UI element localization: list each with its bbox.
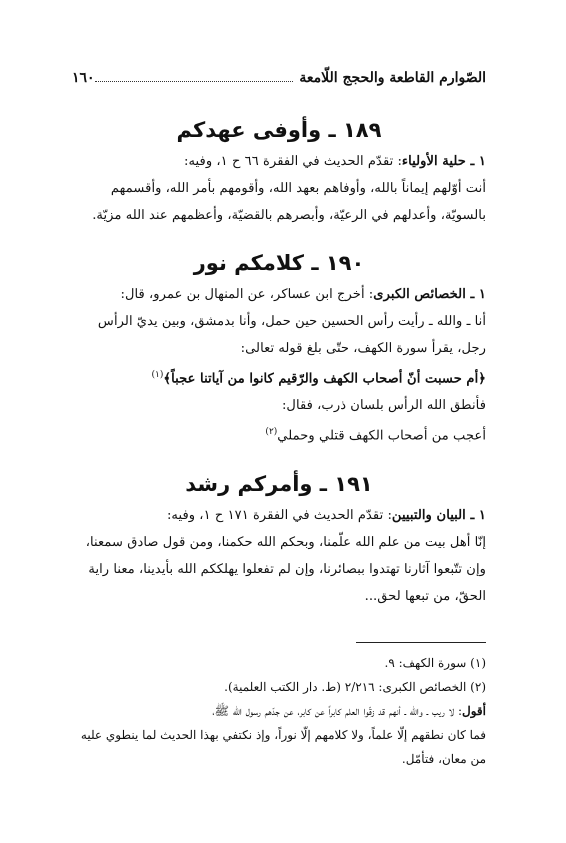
after-text: أعجب من أصحاب الكهف قتلي وحملي bbox=[277, 428, 486, 444]
section-191-source bbox=[72, 502, 486, 529]
source-text: : تقدّم الحديث في الفقرة ١٧١ ح ١، وفيه: bbox=[166, 507, 392, 523]
source-text: : أخرج ابن عساكر، عن المنهال بن عمرو، قال: bbox=[120, 287, 374, 302]
section-190-source bbox=[72, 281, 486, 308]
section-190-after-2 bbox=[72, 419, 486, 449]
footnote-1: (١) سورة الكهف: ٩. bbox=[384, 655, 486, 670]
section-190-line-2: رجل، يقرأ سورة الكهف، حتّى بلغ قوله تعالى: bbox=[240, 341, 486, 356]
comment-text: : لا ريب ـ والله ـ أنهم قد زقّوا العلم كابراً عن كابر، عن جدّهم رسول الله ﷺ، bbox=[212, 703, 462, 718]
source-label: ١ ـ حلية الأولياء bbox=[401, 154, 486, 169]
section-191-line-2: وإن تتّبعوا آثارنا تهتدوا ببصائرنا، وإن لم تفعلوا يهلككم الله بأيدينا، معنا راية bbox=[88, 561, 486, 577]
section-191-line-3: الحقّ، من تبعها لحق... bbox=[364, 588, 486, 604]
footnote-2: (٢) الخصائص الكبرى: ٢/٢١٦ (ط. دار الكتب العلمية). bbox=[224, 679, 486, 694]
header-dots bbox=[95, 80, 294, 82]
book-page bbox=[72, 70, 486, 771]
quran-text: ﴿أم حسبت أنّ أصحاب الكهف والرّقيم كانوا من آياتنا عجباً﴾ bbox=[163, 371, 486, 387]
footnote-ref-2[interactable]: (٢) bbox=[265, 427, 278, 438]
section-190-line-1: أنا ـ والله ـ رأيت رأس الحسين حين حمل، وأنا بدمشق، وبين يديّ الرأس bbox=[97, 314, 486, 329]
footnote-comment-3: من معان، فتأمّل. bbox=[401, 751, 486, 766]
footnote-comment-1 bbox=[72, 699, 486, 723]
comment-label: أقول bbox=[462, 703, 486, 718]
quran-verse bbox=[72, 362, 486, 392]
page-number: ١٦٠ bbox=[72, 70, 95, 86]
footnote-comment-2: فما كان نطقهم إلّا علماً، ولا كلامهم إلّا نوراً، وإذ نكتفي بهذا الحديث لما ينطوي عليه bbox=[80, 727, 486, 742]
footnote-ref-1[interactable]: (١) bbox=[151, 370, 164, 380]
source-text: : تقدّم الحديث في الفقرة ٦٦ ح ١، وفيه: bbox=[184, 154, 402, 169]
source-label: ١ ـ البيان والتبيين bbox=[391, 507, 486, 523]
source-label: ١ ـ الخصائص الكبرى bbox=[373, 287, 486, 302]
running-header bbox=[72, 70, 486, 96]
section-190-after-1: فأنطق الله الرأس بلسان ذرب، فقال: bbox=[281, 398, 486, 414]
section-title-189: ١٨٩ ـ وأوفى عهدكم bbox=[176, 118, 382, 142]
section-191-line-1: إنّا أهل بيت من علم الله علّمنا، وبحكم الله حكمنا، ومن قول صادق سمعنا، bbox=[85, 534, 486, 550]
section-189-source bbox=[72, 148, 486, 175]
section-189-line-2: بالسويّة، وأعدلهم في الرعيّة، وأبصرهم بالقضيّة، وأعظمهم عند الله مزيّة. bbox=[92, 208, 486, 223]
section-title-191: ١٩١ ـ وأمركم رشد bbox=[185, 471, 373, 496]
running-title: الصّوارم القاطعة والحجج اللّامعة bbox=[299, 70, 486, 86]
section-189-line-1: أنت أوّلهم إيماناً بالله، وأوفاهم بعهد الله، وأقومهم بأمر الله، وأقسمهم bbox=[110, 181, 486, 196]
section-title-190: ١٩٠ ـ كلامكم نور bbox=[193, 251, 365, 275]
footnote-divider bbox=[356, 642, 486, 643]
